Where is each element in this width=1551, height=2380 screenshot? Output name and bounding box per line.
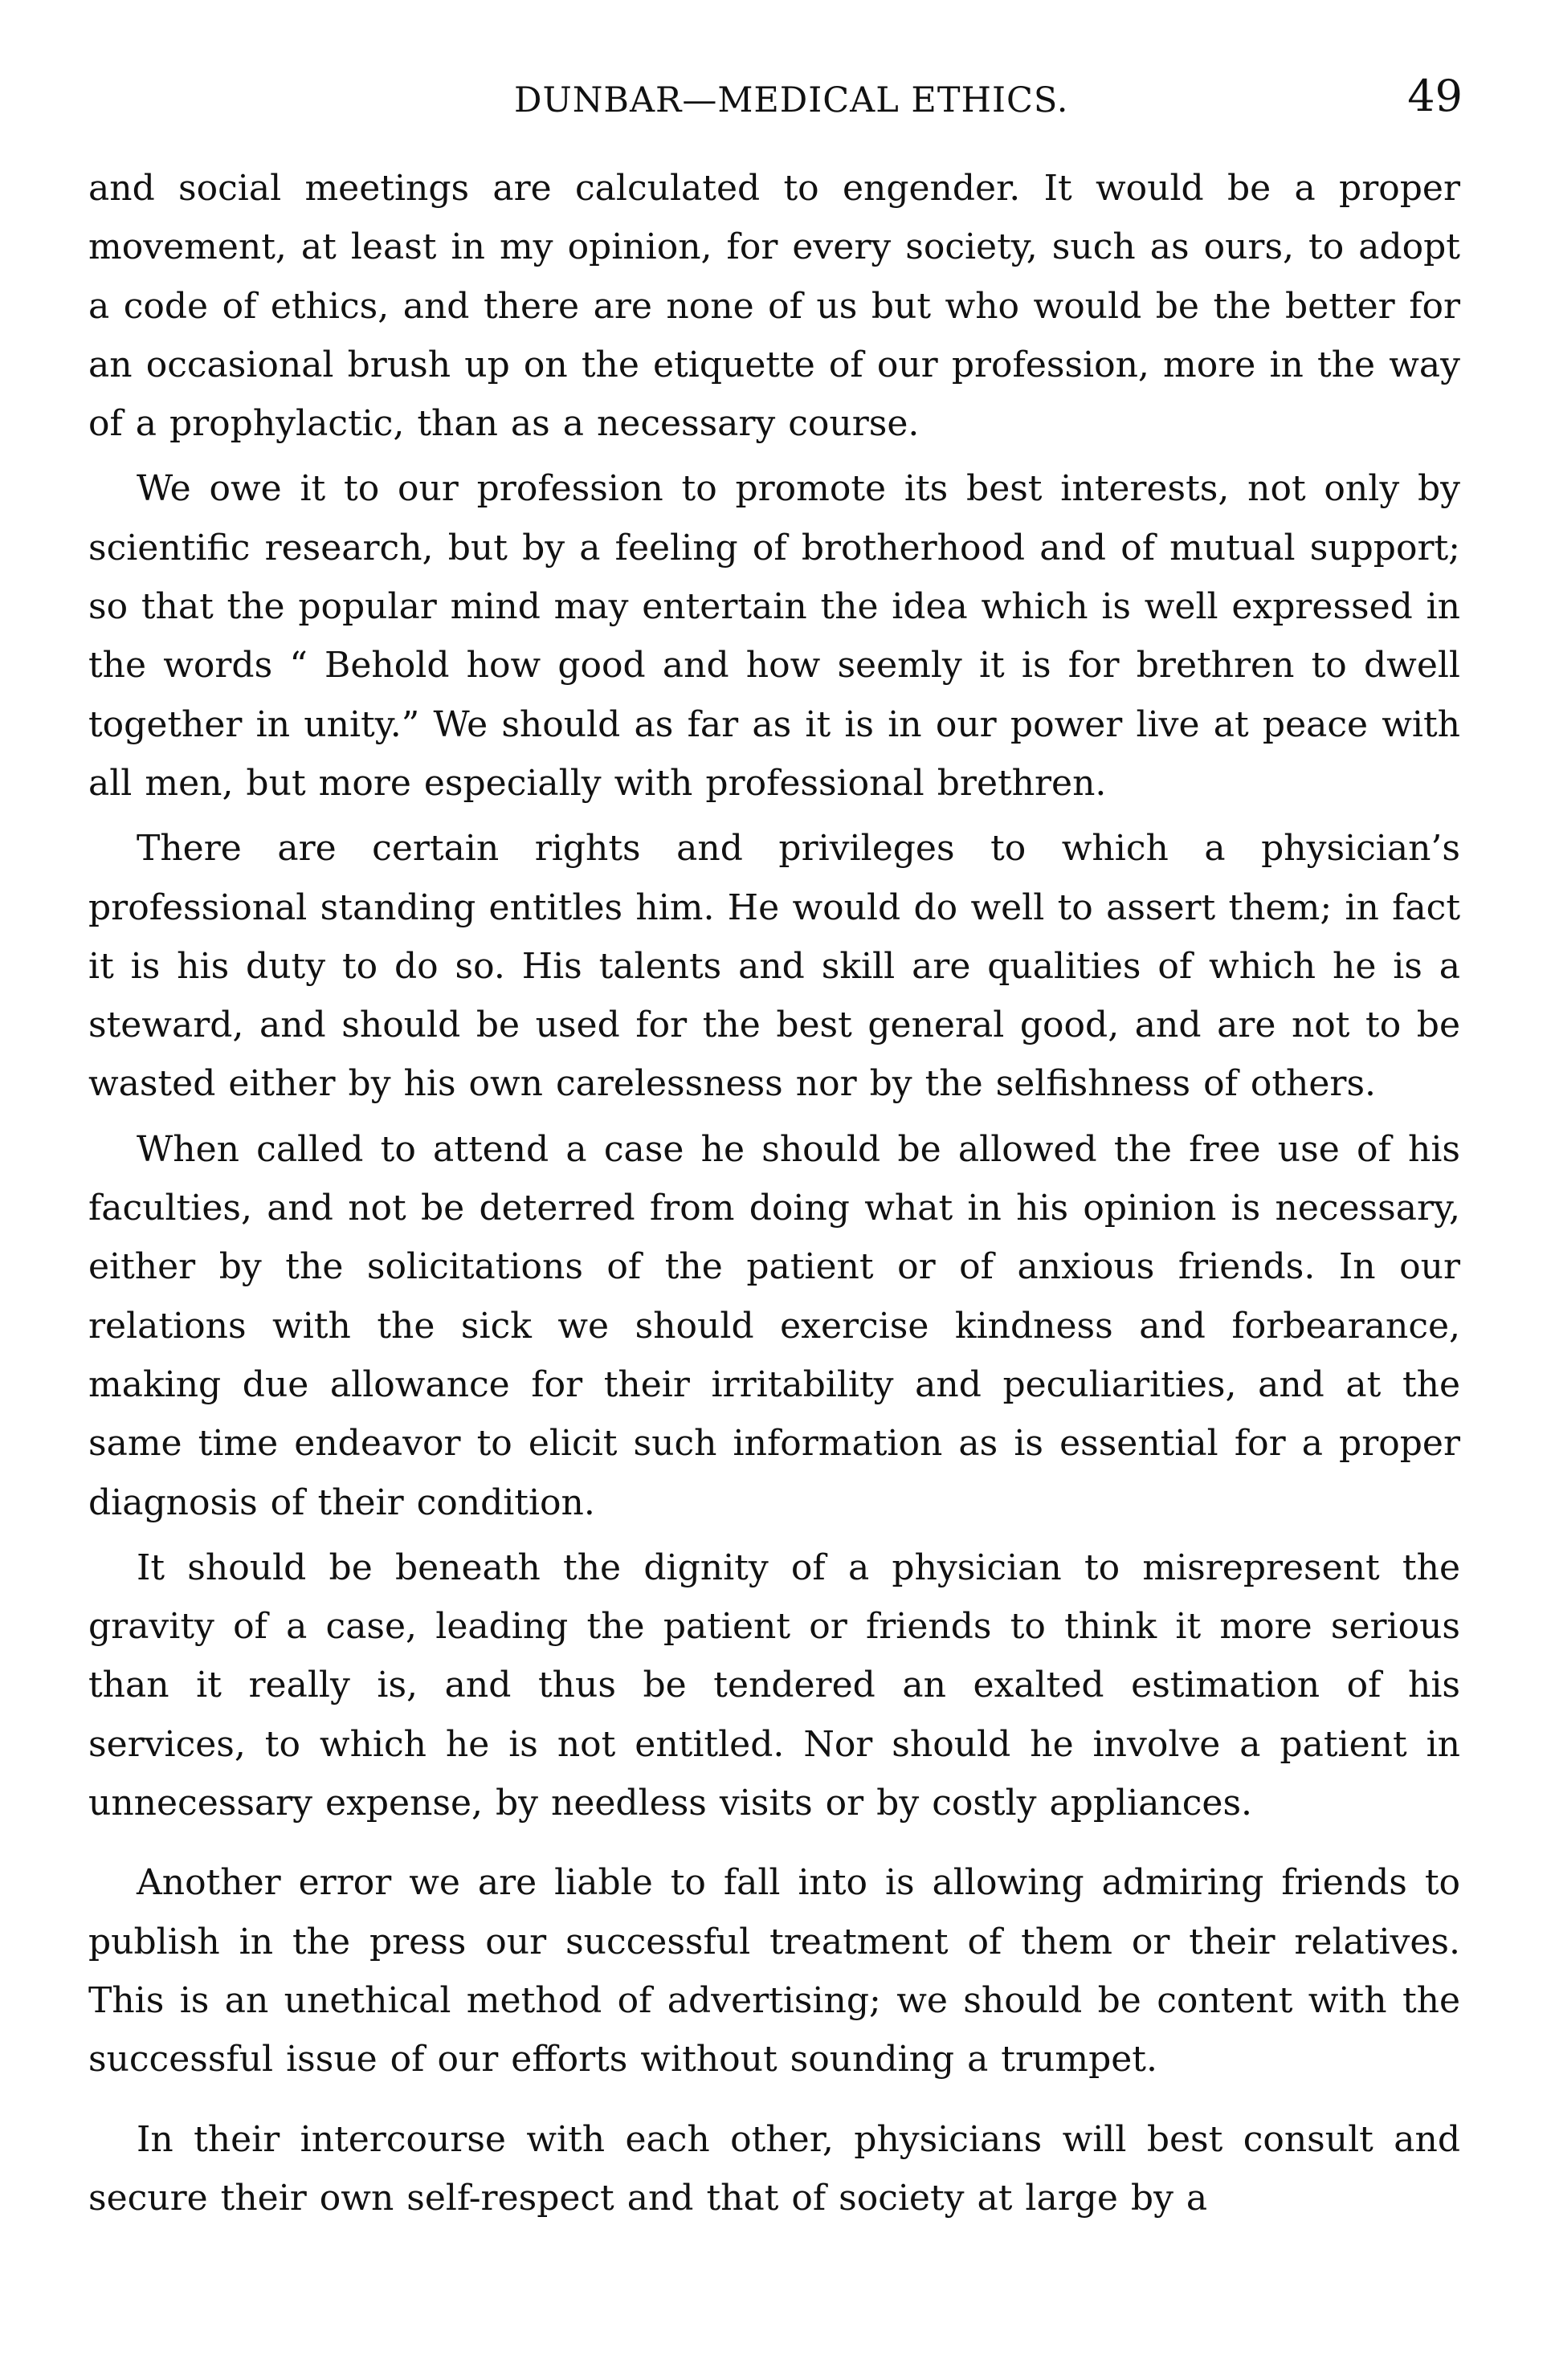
body-text [88, 159, 1460, 2227]
paragraph: We owe it to our profession to promote its best interests, not only by scientific research, but by a feeling of brotherhood and of mutual support; so that the popular mind may entertain the idea which is well expressed in the words “ Behold how good and how seemly it is for brethren to dwell together in unity.” We should as far as it is in our power live at peace with all men, but more especially with professional brethren. [88, 468, 1460, 804]
paragraph: In their intercourse with each other, physicians will best consult and secure their own self-respect and that of society at large by a [88, 2118, 1460, 2219]
running-title: DUNBAR—MEDICAL ETHICS. [514, 80, 1069, 120]
page-number: 49 [1407, 71, 1463, 121]
paragraph: Another error we are liable to fall into is allowing admiring friends to publish in the press our successful treatment of them or their relatives. This is an unethical method of advertising; we should be content with the successful issue of our efforts without sounding a trumpet. [88, 1862, 1460, 2080]
paragraph: It should be beneath the dignity of a physician to misrepresent the gravity of a case, leading the patient or friends to think it more serious than it really is, and thus be tendered an exalted estimation of his services, to which he is not entitled. Nor should he involve a patient in unnecessary expense, by needless visits or by costly appliances. [88, 1547, 1460, 1824]
paragraph: When called to attend a case he should be allowed the free use of his faculties, and not be deterred from doing what in his opinion is necessary, either by the solicitations of the patient or of anxious friends. In our relations with the sick we should exercise kindness and forbearance, making due allowance for their irritability and peculiarities, and at the same time endeavor to elicit such information as is essential for a proper diagnosis of their condition. [88, 1128, 1460, 1523]
paragraph-continuation: and social meetings are calculated to engender. It would be a proper movement, at least in my opinion, for every society, such as ours, to adopt a code of ethics, and there are none of us but who would be the better for an occasional brush up on the etiquette of our profession, more in the way of a prophylactic, than as a necessary course. [88, 168, 1460, 445]
paragraph: There are certain rights and privileges to which a physician’s professional standing entitles him. He would do well to assert them; in fact it is his duty to do so. His talents and skill are qualities of which he is a steward, and should be used for the best general good, and are not to be wasted either by his own carelessness nor by the selfishness of others. [88, 828, 1460, 1105]
running-header [88, 71, 1463, 127]
